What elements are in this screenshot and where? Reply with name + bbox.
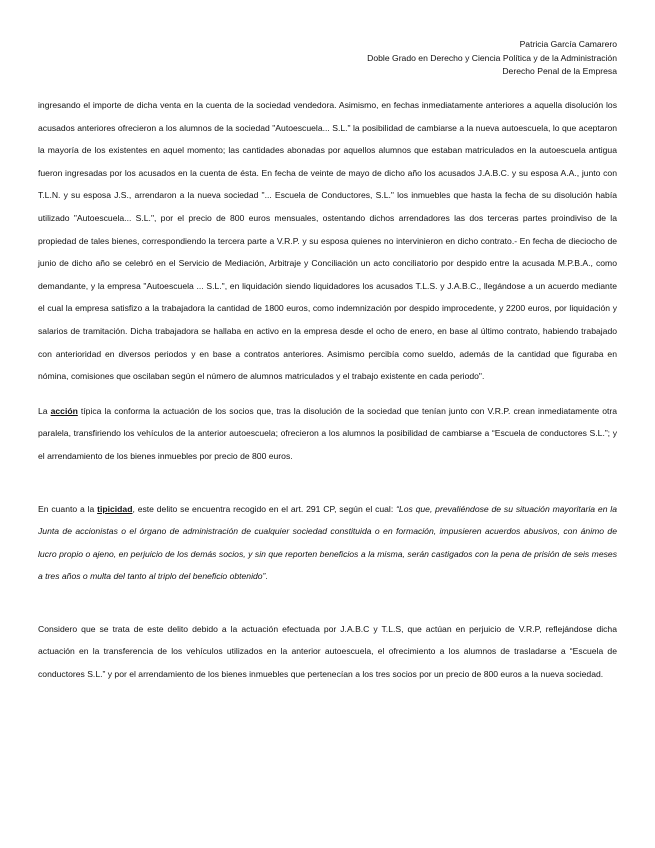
header-course: Derecho Penal de la Empresa <box>502 66 617 77</box>
paragraph-tipicidad-intro: En cuanto a la <box>38 503 98 514</box>
paragraph-tipicidad-end: . <box>265 571 268 582</box>
paragraph-tipicidad-text: , este delito se encuentra recogido en el art. 291 CP, según el cual: <box>132 503 397 514</box>
page-header <box>367 38 617 79</box>
paragraph-accion-intro: La <box>38 405 51 416</box>
term-accion: acción <box>50 405 78 416</box>
paragraph-tipicidad <box>38 498 617 588</box>
document-body <box>38 94 617 686</box>
paragraph-facts: ingresando el importe de dicha venta en la cuenta de la sociedad vendedora. Asimismo, en fechas inmediatamente anteriores a aquella disolución los acusados anteriores ofrecieron a los alumnos de la sociedad "Autoescuela... S.L." la posibilidad de cambiarse a la nueva autoescuela, lo que aceptaron la mayoría de los existentes en aquel momento; las cantidades abonadas por aquellos alumnos que estaban matriculados en la autoescuela antigua fueron ingresadas por los acusados en la cuenta de ésta. En fecha de veinte de mayo de dicho año los acusados J.A.B.C. y su esposa A.A., junto con T.L.N. y su esposa J.S., arrendaron a la nueva sociedad "... Escuela de Conductores, S.L." los inmuebles que hasta la fecha de su disolución había utilizado "Autoescuela... S.L.", por el precio de 800 euros mensuales, ostentando dichos arrendadores las dos terceras partes proindiviso de la propiedad de tales bienes, correspondiendo la tercera parte a V.R.P. y su esposa quienes no intervinieron en dicho contrato.- En fecha de dieciocho de junio de dicho año se celebró en el Servicio de Mediación, Arbitraje y Conciliación un acto conciliatorio por despido entre la acusada M.P.B.A., como demandante, y la empresa "Autoescuela ... S.L.", en liquidación siendo liquidadores los acusados T.L.S. y J.A.B.C., llegándose a un acuerdo mediante el cual la empresa satisfizo a la trabajadora la cantidad de 1800 euros, como indemnización por despido improcedente, y 2200 euros, por liquidación y salarios de tramitación. Dicha trabajadora se hallaba en activo en la empresa desde el ocho de enero, en base al último contrato, habiendo trabajado con anterioridad en diversos periodos y en base a contratos anteriores. Asimismo percibía como sueldo, además de la cantidad que figuraba en nómina, comisiones que oscilaban según el número de alumnos matriculados y el trabajo existente en cada periodo". <box>38 100 617 382</box>
paragraph-accion-text: típica la conforma la actuación de los socios que, tras la disolución de la sociedad que tenían junto con V.R.P. crean inmediatamente otra paralela, transfiriendo los vehículos de la anterior autoescuela; ofrecieron a los alumnos la posibilidad de cambiarse a “Escuela de conductores S.L.”; y el arrendamiento de los bienes inmuebles por precio de 800 euros. <box>38 405 617 461</box>
paragraph-accion <box>38 400 617 468</box>
header-author: Patricia García Camarero <box>519 39 617 49</box>
header-degree: Doble Grado en Derecho y Ciencia Política y de la Administración <box>367 52 617 63</box>
paragraph-conclusion: Considero que se trata de este delito debido a la actuación efectuada por J.A.B.C y T.L.S, que actúan en perjuicio de V.R.P, reflejándose dicha actuación en la transferencia de los vehículos utilizados en la anterior autoescuela, el ofrecimiento a los alumnos de trasladarse a “Escuela de conductores S.L.” y por el arrendamiento de los bienes inmuebles que pertenecían a los tres socios por un precio de 800 euros a la nueva sociedad. <box>38 623 617 680</box>
legal-quote: “Los que, prevaliéndose de su situación mayoritaria en la Junta de accionistas o el órgano de administración de cualquier sociedad constituida o en formación, impusieren acuerdos abusivos, con ánimo de lucro propio o ajeno, en perjuicio de los demás socios, y sin que reporten beneficios a la misma, serán castigados con la pena de prisión de seis meses a tres años o multa del tanto al triplo del beneficio obtenido” <box>38 503 617 582</box>
term-tipicidad: tipicidad <box>97 503 133 514</box>
